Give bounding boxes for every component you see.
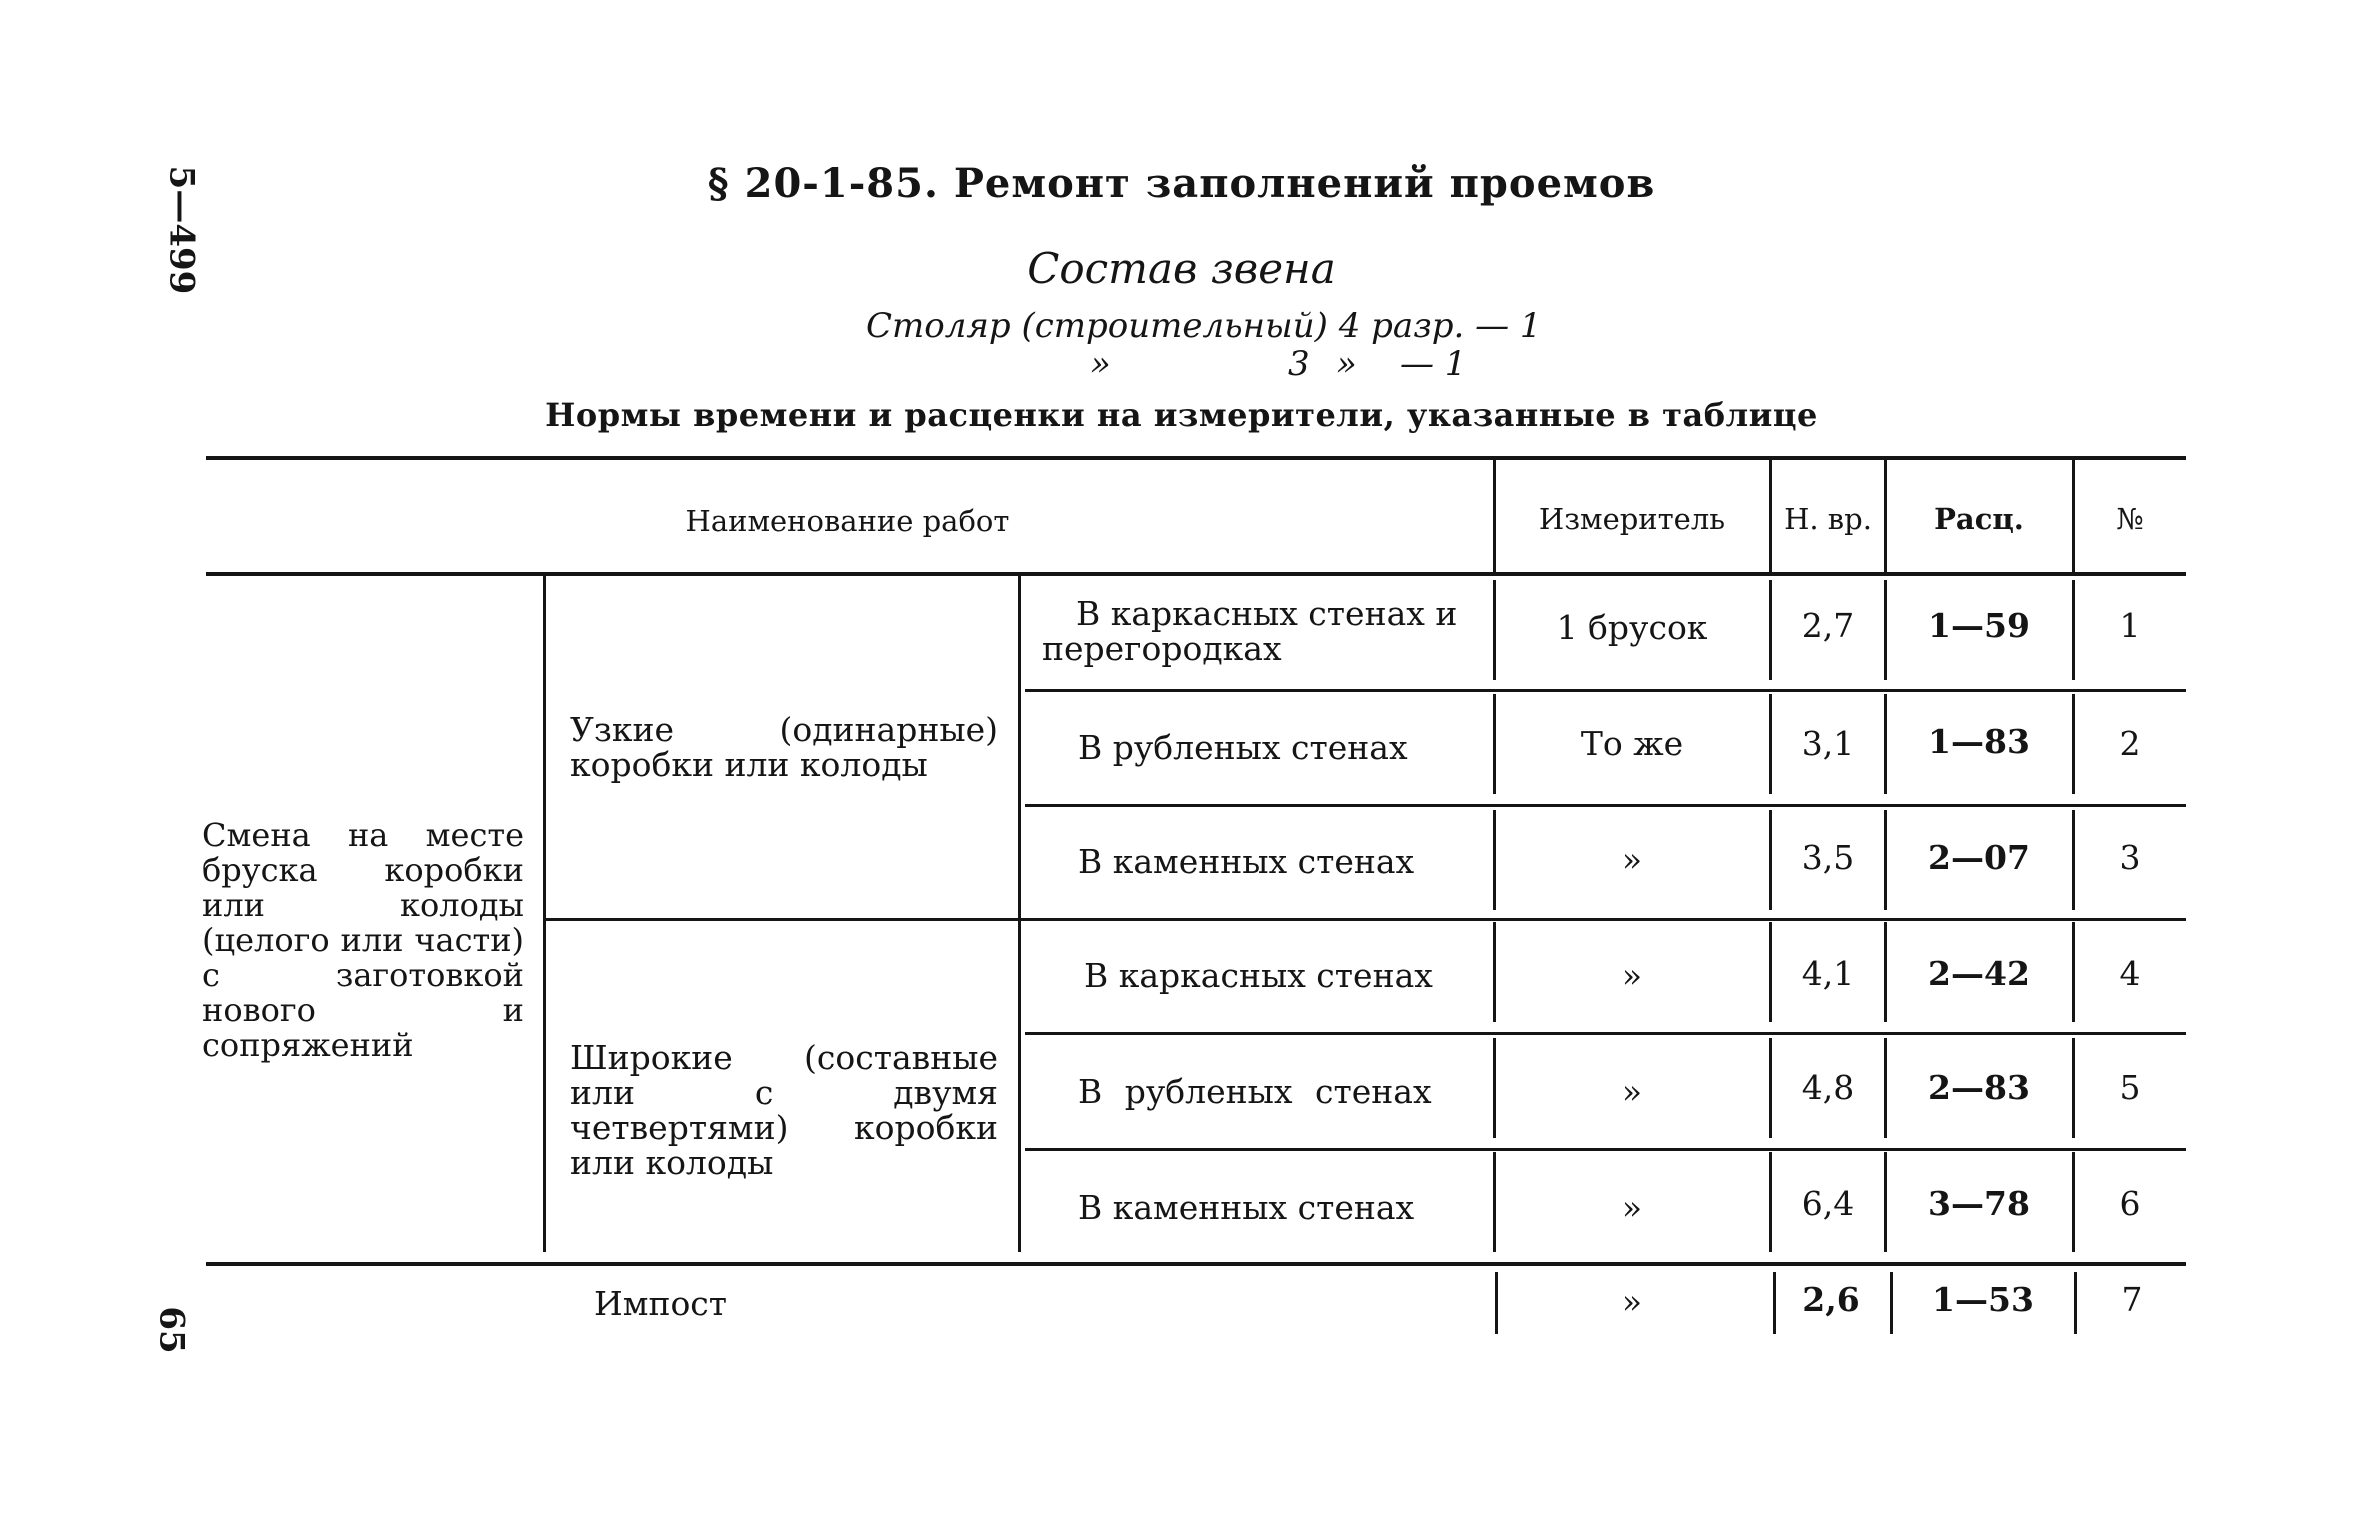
- row-1-rate: 1—59: [1928, 606, 2030, 645]
- col-rule: [1884, 694, 1887, 794]
- row-3-unit: »: [1621, 840, 1643, 879]
- subgroup-rule: [545, 918, 2186, 921]
- row-rule: [1025, 689, 2186, 692]
- crew-row-1: Столяр (строительный) 4 разр. — 1: [866, 306, 1542, 346]
- col-rule: [1769, 1152, 1772, 1252]
- side-page-code: 5—499: [161, 165, 202, 295]
- row-6-number: 6: [2119, 1184, 2141, 1223]
- row-2-time: 3,1: [1801, 724, 1855, 763]
- col-rule: [1769, 694, 1772, 794]
- row-3-number: 3: [2119, 838, 2141, 877]
- col-rule: [1493, 460, 1496, 572]
- col-rule: [1884, 1038, 1887, 1138]
- header-unit: Измеритель: [1538, 502, 1726, 536]
- row-1-time: 2,7: [1801, 606, 1855, 645]
- col-rule: [1493, 1038, 1496, 1138]
- row-1-unit: 1 брусок: [1556, 608, 1708, 647]
- row-5-rate: 2—83: [1928, 1068, 2030, 1107]
- col-rule: [1884, 580, 1887, 680]
- header-bottom-rule: [206, 572, 2186, 576]
- col-rule: [1884, 460, 1887, 572]
- group-label: Смена на месте бруска коробки или колоды (целого или части) с заготовкой нового и сопряжений: [202, 816, 524, 1064]
- col-rule: [1884, 922, 1887, 1022]
- crew-subtitle: Состав звена: [1027, 244, 1336, 293]
- row-6-unit: »: [1621, 1188, 1643, 1227]
- col-rule: [2072, 694, 2075, 794]
- row-rule: [1025, 1148, 2186, 1151]
- row-5-work: В рубленых стенах: [1078, 1072, 1432, 1111]
- header-rate: Расц.: [1934, 502, 2024, 536]
- crew-row-2-grade: 3: [1288, 344, 1310, 384]
- group-bottom-rule: [206, 1262, 2186, 1266]
- row-6-time: 6,4: [1801, 1184, 1855, 1223]
- header-number: №: [2116, 502, 2144, 536]
- row-6-rate: 3—78: [1928, 1184, 2030, 1223]
- row-1-work: В каркасных стенах и перегородках: [1042, 594, 1458, 668]
- col-rule: [1769, 460, 1772, 572]
- col-rule: [543, 576, 546, 1252]
- row-4-time: 4,1: [1801, 954, 1855, 993]
- row-1-number: 1: [2119, 606, 2141, 645]
- col-rule: [1018, 576, 1021, 1252]
- side-page-number: 65: [151, 1306, 192, 1354]
- subgroup-narrow: Узкие (одинарные) коробки или колоды: [570, 710, 998, 784]
- col-rule: [1493, 810, 1496, 910]
- col-rule: [1493, 694, 1496, 794]
- col-rule: [2072, 922, 2075, 1022]
- row-5-unit: »: [1621, 1072, 1643, 1111]
- row-5-number: 5: [2119, 1068, 2141, 1107]
- section-title: § 20-1-85. Ремонт заполнений проемов: [707, 160, 1656, 207]
- col-rule: [1769, 922, 1772, 1022]
- row-3-work: В каменных стенах: [1078, 842, 1415, 881]
- col-rule: [2072, 580, 2075, 680]
- col-rule: [1884, 1152, 1887, 1252]
- row-rule: [1025, 804, 2186, 807]
- col-rule: [1769, 580, 1772, 680]
- row-4-work: В каркасных стенах: [1084, 956, 1433, 995]
- row-rule: [1025, 1032, 2186, 1035]
- row-6-work: В каменных стенах: [1078, 1188, 1415, 1227]
- col-rule: [2072, 1152, 2075, 1252]
- table-caption: Нормы времени и расценки на измерители, указанные в таблице: [545, 396, 1818, 434]
- col-rule: [2072, 810, 2075, 910]
- header-work: Наименование работ: [685, 504, 1010, 538]
- col-rule: [1493, 580, 1496, 680]
- row-4-rate: 2—42: [1928, 954, 2030, 993]
- crew-row-2-ditto: »: [1090, 344, 1111, 384]
- crew-row-2-ditto2: »: [1336, 344, 1357, 384]
- row-4-unit: »: [1621, 956, 1643, 995]
- row-3-rate: 2—07: [1928, 838, 2030, 877]
- col-rule: [1769, 810, 1772, 910]
- table-top-rule: [206, 456, 2186, 460]
- row-3-time: 3,5: [1801, 838, 1855, 877]
- col-rule: [2072, 1038, 2075, 1138]
- crew-row-2-count: — 1: [1400, 344, 1467, 384]
- row-7-rate: 1—53: [1932, 1280, 2034, 1319]
- col-rule: [1493, 922, 1496, 1022]
- col-rule: [1493, 1152, 1496, 1252]
- col-rule: [2074, 1272, 2077, 1334]
- row-7-time: 2,6: [1802, 1280, 1860, 1319]
- row-2-rate: 1—83: [1928, 722, 2030, 761]
- row-2-number: 2: [2119, 724, 2141, 763]
- row-2-unit: То же: [1580, 724, 1684, 763]
- row-7-unit: »: [1621, 1282, 1643, 1321]
- header-time: Н. вр.: [1784, 502, 1872, 536]
- col-rule: [1884, 810, 1887, 910]
- col-rule: [2072, 460, 2075, 572]
- row-7-number: 7: [2121, 1280, 2143, 1319]
- subgroup-wide: Широкие (составные или с двумя четвертями) коробки или колоды: [570, 1038, 998, 1182]
- row-5-time: 4,8: [1801, 1068, 1855, 1107]
- row-2-work: В рубленых стенах: [1078, 728, 1408, 767]
- row-4-number: 4: [2119, 954, 2141, 993]
- row-7-work: Импост: [594, 1284, 728, 1323]
- col-rule: [1769, 1038, 1772, 1138]
